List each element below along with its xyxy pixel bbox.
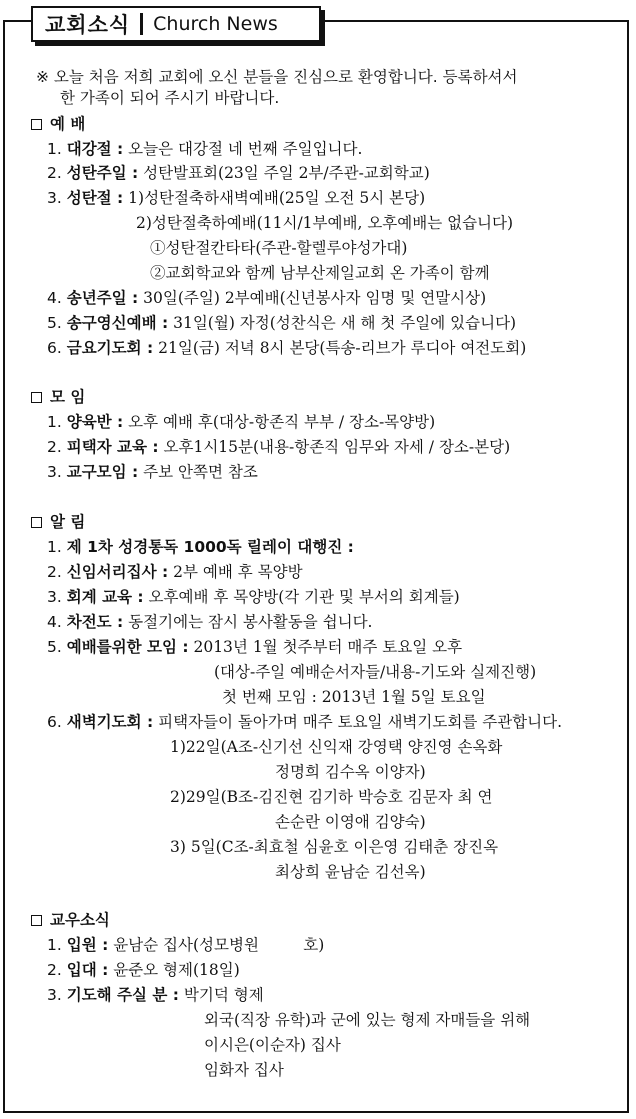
worship-christmas-line-2: 2)성탄절축하예배(11시/1부예배, 오후예배는 없습니다) xyxy=(136,214,514,232)
members-prayer-line-4: 임화자 집사 xyxy=(204,1061,284,1079)
dawn-group-b-line-2: 손순란 이영애 김양숙) xyxy=(275,813,426,831)
checkbox-square-icon xyxy=(31,517,42,528)
dawn-group-a-line-1: 1)22일(A조-신기선 신익재 강영택 양진영 손옥화 xyxy=(170,738,503,756)
members-item-2: 2. 입대 : 윤준오 형제(18일) xyxy=(47,961,240,979)
section-heading-notices: 알 림 xyxy=(31,512,85,532)
meetings-item-3: 3. 교구모임 : 주보 안쪽면 참조 xyxy=(47,463,258,481)
notices-item-2: 2. 신임서리집사 : 2부 예배 후 목양방 xyxy=(47,563,303,581)
notices-item-6: 6. 새벽기도회 : 피택자들이 돌아가며 매주 토요일 새벽기도회를 주관합니다. xyxy=(47,713,563,731)
worship-item-5: 5. 송구영신예배 : 31일(월) 자정(성찬식은 새 해 첫 주일에 있습니다) xyxy=(47,314,517,332)
notices-item-5: 5. 예배를위한 모임 : 2013년 1월 첫주부터 매주 토요일 오후 xyxy=(47,638,463,656)
worship-christmas-line-4: ②교회학교와 함께 남부산제일교회 온 가족이 함께 xyxy=(150,264,490,282)
worship-item-1: 1. 대강절 : 오늘은 대강절 네 번째 주일입니다. xyxy=(47,140,363,158)
dawn-group-c-line-1: 3) 5일(C조-최효철 심윤호 이은영 김태춘 장진옥 xyxy=(170,838,499,856)
dawn-group-b-line-1: 2)29일(B조-김진현 김기하 박승호 김문자 최 연 xyxy=(170,788,493,806)
welcome-line-2: 한 가족이 되어 주시기 바랍니다. xyxy=(60,89,280,107)
worship-item-4: 4. 송년주일 : 30일(주일) 2부예배(신년봉사자 임명 및 연말시상) xyxy=(47,289,487,307)
title-korean: 교회소식 xyxy=(45,13,131,37)
notices-meeting-line-3: 첫 번째 모임 : 2013년 1월 5일 토요일 xyxy=(222,688,486,706)
notices-item-1: 1. 제 1차 성경통독 1000독 릴레이 대행진 : xyxy=(47,538,354,556)
section-heading-worship: 예 배 xyxy=(31,114,85,134)
checkbox-square-icon xyxy=(31,915,42,926)
meetings-item-1: 1. 양육반 : 오후 예배 후(대상-항존직 부부 / 장소-목양방) xyxy=(47,413,436,431)
section-heading-meetings: 모 임 xyxy=(31,387,85,407)
notices-item-3: 3. 회계 교육 : 오후예배 후 목양방(각 기관 및 부서의 회계들) xyxy=(47,588,460,606)
members-item-1: 1. 입원 : 윤남순 집사(성모병원 호) xyxy=(47,936,325,954)
title-box xyxy=(31,6,321,42)
worship-christmas-line-3: ①성탄절칸타타(주관-할렐루야성가대) xyxy=(150,239,408,257)
notices-item-4: 4. 차전도 : 동절기에는 잠시 봉사활동을 쉽니다. xyxy=(47,613,373,631)
notices-meeting-line-2: (대상-주일 예배순서자들/내용-기도와 실제진행) xyxy=(214,663,537,681)
members-item-3: 3. 기도해 주실 분 : 박기덕 형제 xyxy=(47,986,264,1004)
worship-item-2: 2. 성탄주일 : 성탄발표회(23일 주일 2부/주관-교회학교) xyxy=(47,164,430,182)
members-prayer-line-3: 이시은(이순자) 집사 xyxy=(204,1036,341,1054)
welcome-line-1: ※ 오늘 처음 저희 교회에 오신 분들을 진심으로 환영합니다. 등록하셔서 xyxy=(36,68,518,86)
worship-item-6: 6. 금요기도회 : 21일(금) 저녁 8시 본당(특송-리브가 루디아 여전도회) xyxy=(47,339,527,357)
title-separator xyxy=(140,13,143,35)
members-prayer-line-2: 외국(직장 유학)과 군에 있는 형제 자매들을 위해 xyxy=(204,1011,531,1029)
worship-item-3: 3. 성탄절 : 1)성탄절축하새벽예배(25일 오전 5시 본당) xyxy=(47,189,426,207)
checkbox-square-icon xyxy=(31,119,42,130)
checkbox-square-icon xyxy=(31,392,42,403)
section-heading-members: 교우소식 xyxy=(31,910,110,930)
dawn-group-c-line-2: 최상희 윤남순 김선옥) xyxy=(275,863,426,881)
dawn-group-a-line-2: 정명희 김수옥 이양자) xyxy=(275,763,426,781)
title-english: Church News xyxy=(153,13,278,35)
meetings-item-2: 2. 피택자 교육 : 오후1시15분(내용-항존직 임무와 자세 / 장소-본당) xyxy=(47,438,511,456)
